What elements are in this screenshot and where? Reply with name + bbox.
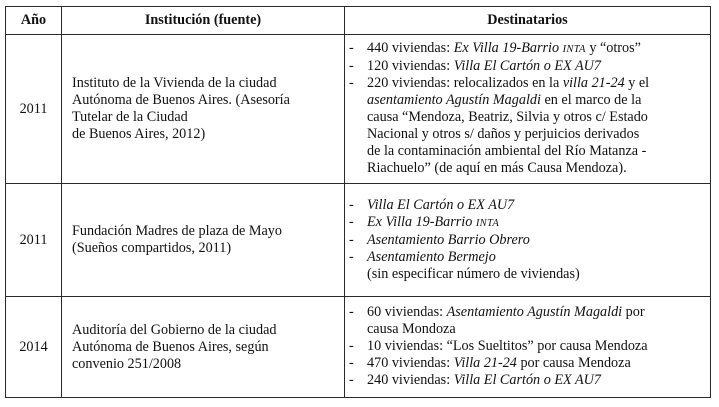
item-text: por <box>622 304 645 320</box>
list-item <box>349 40 706 58</box>
item-italic: Villa El Cartón o EX AU7 <box>367 196 515 213</box>
list-item-continuation: Riachuelo” (de aquí en más Causa Mendoza). <box>367 160 627 176</box>
item-text: 10 viviendas: “Los Sueltitos” por causa Mendoza <box>367 338 648 354</box>
table-row <box>6 297 711 398</box>
list-item <box>349 355 706 372</box>
list-item-continuation: de la contaminación ambiental del Río Matanza - <box>367 143 647 159</box>
list-item <box>349 58 706 75</box>
bullet: - <box>349 75 354 91</box>
recipients-cell <box>345 35 711 184</box>
list-item <box>349 372 706 389</box>
institution-cell <box>62 184 345 297</box>
list-item <box>349 197 706 214</box>
institution-line: Auditoría del Gobierno de la ciudad <box>72 321 277 338</box>
housing-table <box>5 6 711 398</box>
header-institution: Institución (fuente) <box>62 7 345 35</box>
list-item <box>349 249 706 266</box>
header-year: Año <box>6 7 62 35</box>
item-text: 440 viviendas: <box>367 40 454 56</box>
bullet: - <box>349 58 354 74</box>
institution-line: Autónoma de Buenos Aires, según <box>72 338 269 355</box>
institution-line: de Buenos Aires, 2012) <box>72 126 206 142</box>
item-italic: Ex Villa 19-Barrio <box>453 40 563 56</box>
item-italic: Villa El Cartón o EX AU7 <box>453 372 601 388</box>
item-italic: Ex Villa 19-Barrio <box>367 213 476 230</box>
item-text: en el marco de la <box>540 92 642 108</box>
bullet: - <box>349 372 354 388</box>
list-item-continuation: Nacional y otros s/ daños y perjuicios derivados <box>367 126 640 142</box>
item-text: y “otros” <box>585 40 641 56</box>
item-text: 60 viviendas: <box>367 304 447 320</box>
list-item-continuation: (sin especificar número de viviendas) <box>367 265 580 282</box>
year-cell: 2011 <box>6 184 62 297</box>
institution-line: convenio 251/2008 <box>72 355 182 372</box>
bullet: - <box>349 338 354 354</box>
header-row <box>6 7 711 35</box>
institution-line: Fundación Madres de plaza de Mayo <box>72 223 282 239</box>
list-item-continuation: causa “Mendoza, Beatriz, Silvia y otros c/ Estado <box>367 109 648 125</box>
item-italic: Villa El Cartón o EX AU7 <box>453 58 601 74</box>
list-item <box>349 338 706 355</box>
item-italic: asentamiento Agustín Magaldi <box>367 92 541 108</box>
bullet: - <box>349 304 354 320</box>
recipients-cell <box>345 297 711 398</box>
table-row <box>6 184 711 297</box>
bullet: - <box>349 248 354 265</box>
bullet: - <box>349 231 354 248</box>
item-italic: Asentamiento Barrio Obrero <box>367 231 530 248</box>
list-item <box>349 232 706 249</box>
bullet: - <box>349 355 354 371</box>
recipients-cell <box>345 184 711 297</box>
year-cell: 2014 <box>6 297 62 398</box>
item-smallcaps: INTA <box>475 217 500 229</box>
item-italic: villa 21-24 <box>562 75 625 91</box>
institution-cell <box>62 35 345 184</box>
list-item <box>349 214 706 232</box>
item-italic: Asentamiento Agustín Magaldi <box>446 304 623 320</box>
header-recipients: Destinatarios <box>345 7 711 35</box>
list-item-continuation <box>349 92 706 109</box>
table-row <box>6 35 711 184</box>
institution-line: (Sueños compartidos, 2011) <box>72 240 232 256</box>
item-text: 220 viviendas: relocalizados en la <box>367 75 563 91</box>
item-text: 120 viviendas: <box>367 58 454 74</box>
bullet: - <box>349 196 354 213</box>
institution-line: Tutelar de la Ciudad <box>72 109 188 125</box>
list-item-continuation: causa Mondoza <box>367 321 456 337</box>
institution-line: Instituto de la Vivienda de la ciudad <box>72 75 277 91</box>
bullet: - <box>349 213 354 230</box>
institution-cell <box>62 297 345 398</box>
item-italic: Asentamiento Bermejo <box>367 248 496 265</box>
list-item <box>349 75 706 92</box>
item-text: y el <box>624 75 650 91</box>
list-item <box>349 304 706 321</box>
item-text: 470 viviendas: <box>367 355 454 371</box>
item-text: 240 viviendas: <box>367 372 454 388</box>
bullet: - <box>349 40 354 56</box>
year-cell: 2011 <box>6 35 62 184</box>
item-text: por causa Mendoza <box>516 355 631 371</box>
institution-line: Autónoma de Buenos Aires. (Asesoría <box>72 92 290 108</box>
item-italic: Villa 21-24 <box>453 355 517 371</box>
item-smallcaps: INTA <box>562 44 586 55</box>
